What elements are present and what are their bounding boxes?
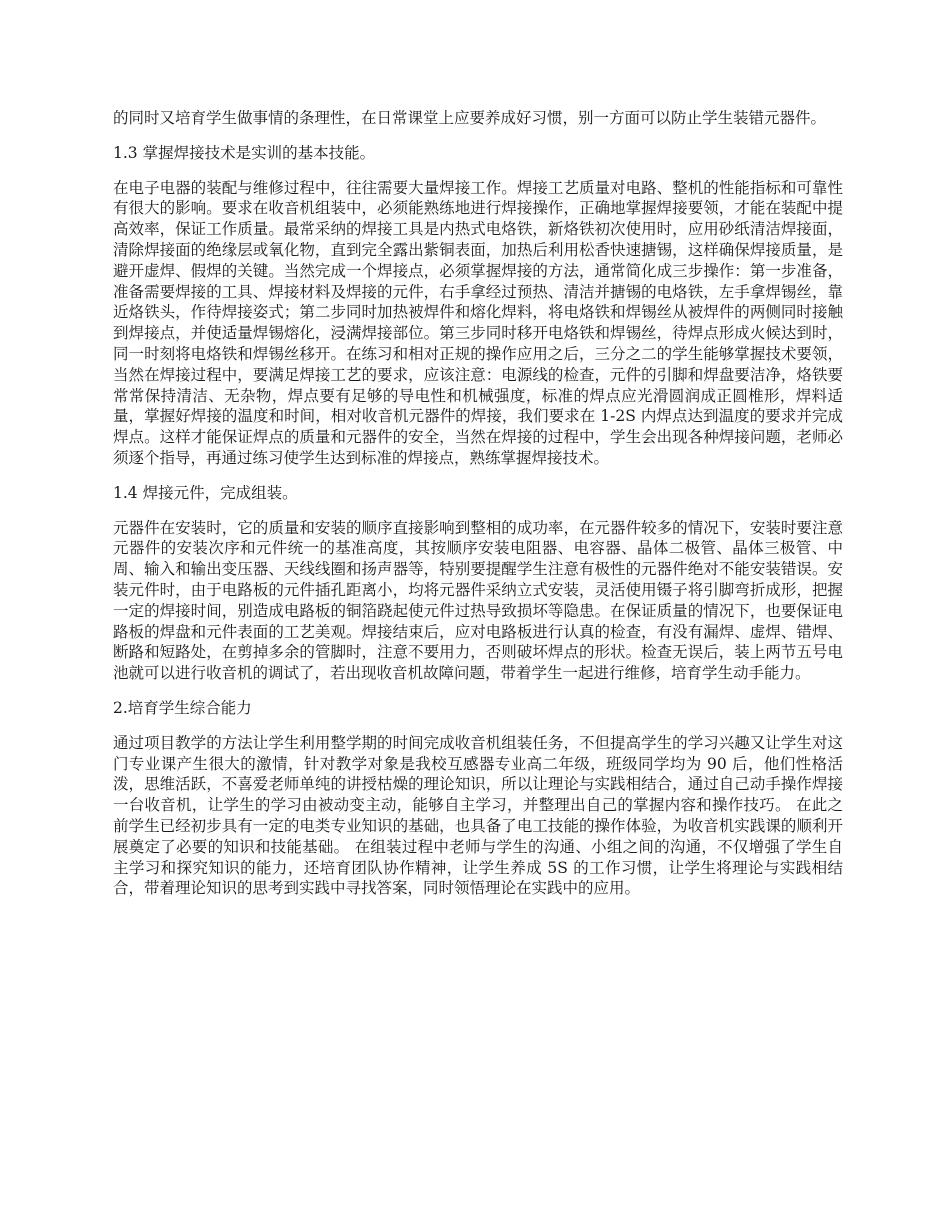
section-heading-2: 2.培育学生综合能力 [113, 698, 252, 717]
document-page [113, 108, 843, 913]
paragraph-component-assembly: 元器件在安装时，它的质量和安装的顺序直接影响到整相的成功率，在元器件较多的情况下，安装时要注意元器件的安装次序和元件统一的基准高度，其按顺序安装电阻器、电容器、晶体二极管、晶体三极管、中周、输入和输出变压器、天线线圈和扬声器等，特别要提醒学生注意有极性的元器件绝对不能安装错误。安装元件时，由于电路板的元件插孔距离小，均将元器件采纳立式安装，灵活使用镊子将引脚弯折成形，把握一定的焊接时间，别造成电路板的铜箔跷起使元件过热导致损坏等隐患。在保证质量的情况下，也要保证电路板的焊盘和元件表面的工艺美观。焊接结束后，应对电路板进行认真的检查，有没有漏焊、虚焊、错焊、断路和短路处，在剪掉多余的管脚时，注意不要用力，否则破坏焊点的形状。检查无误后，装上两节五号电池就可以进行收音机的调试了，若出现收音机故障问题，带着学生一起进行维修，培育学生动手能力。 [113, 518, 843, 683]
paragraph-soldering-technique: 在电子电器的装配与维修过程中，往往需要大量焊接工作。焊接工艺质量对电路、整机的性能指标和可靠性有很大的影响。要求在收音机组装中，必须能熟练地进行焊接操作，正确地掌握焊接要领，才能在装配中提高效率，保证工作质量。最常采纳的焊接工具是内热式电烙铁，新烙铁初次使用时，应用砂纸清洁焊接面，清除焊接面的绝缘层或氧化物，直到完全露出紫铜表面，加热后利用松香快速搪锡，这样确保焊接质量，是避开虚焊、假焊的关键。当然完成一个焊接点，必须掌握焊接的方法，通常简化成三步操作：第一步准备，准备需要焊接的工具、焊接材料及焊接的元件，右手拿经过预热、清洁并搪锡的电烙铁，左手拿焊锡丝，靠近烙铁头，作待焊接姿式；第二步同时加热被焊件和熔化焊料，将电烙铁和焊锡丝从被焊件的两侧同时接触到焊接点，并使适量焊锡熔化，浸满焊接部位。第三步同时移开电烙铁和焊锡丝，待焊点形成火候达到时，同一时刻将电烙铁和焊锡丝移开。在练习和相对正规的操作应用之后，三分之二的学生能够掌握技术要领，当然在焊接过程中，要满足焊接工艺的要求，应该注意：电源线的检查，元件的引脚和焊盘要洁净，烙铁要常常保持清洁、无杂物，焊点要有足够的导电性和机械强度，标准的焊点应光滑圆润成正圆椎形，焊料适量，掌握好焊接的温度和时间，相对收音机元器件的焊接，我们要求在 1-2S 内焊点达到温度的要求并完成焊点。这样才能保证焊点的质量和元器件的安全，当然在焊接的过程中，学生会出现各种焊接问题，老师必须逐个指导，再通过练习使学生达到标准的焊接点，熟练掌握焊接技术。 [113, 178, 843, 467]
paragraph-continuation: 的同时又培育学生做事情的条理性，在日常课堂上应要养成好习惯，别一方面可以防止学生装错元器件。 [113, 109, 827, 127]
paragraph-comprehensive-ability: 通过项目教学的方法让学生利用整学期的时间完成收音机组装任务，不但提高学生的学习兴趣又让学生对这门专业课产生很大的激情，针对教学对象是我校互感器专业高二年级，班级同学均为 90 后，他们性格活泼，思维活跃，不喜爱老师单纯的讲授枯燥的理论知识，所以让理论与实践相结合，通过自己动手操作焊接一台收音机，让学生的学习由被动变主动，能够自主学习，并整理出自己的掌握内容和操作技巧。 在此之前学生已经初步具有一定的电类专业知识的基础，也具备了电工技能的操作体验，为收音机实践课的顺利开展奠定了必要的知识和技能基础。 在组装过程中老师与学生的沟通、小组之间的沟通，不仅增强了学生自主学习和探究知识的能力，还培育团队协作精神，让学生养成 5S 的工作习惯，让学生将理论与实践相结合，带着理论知识的思考到实践中寻找答案，同时领悟理论在实践中的应用。 [113, 733, 843, 898]
section-heading-1-4: 1.4 焊接元件，完成组装。 [113, 483, 298, 502]
section-heading-1-3: 1.3 掌握焊接技术是实训的基本技能。 [113, 143, 376, 162]
